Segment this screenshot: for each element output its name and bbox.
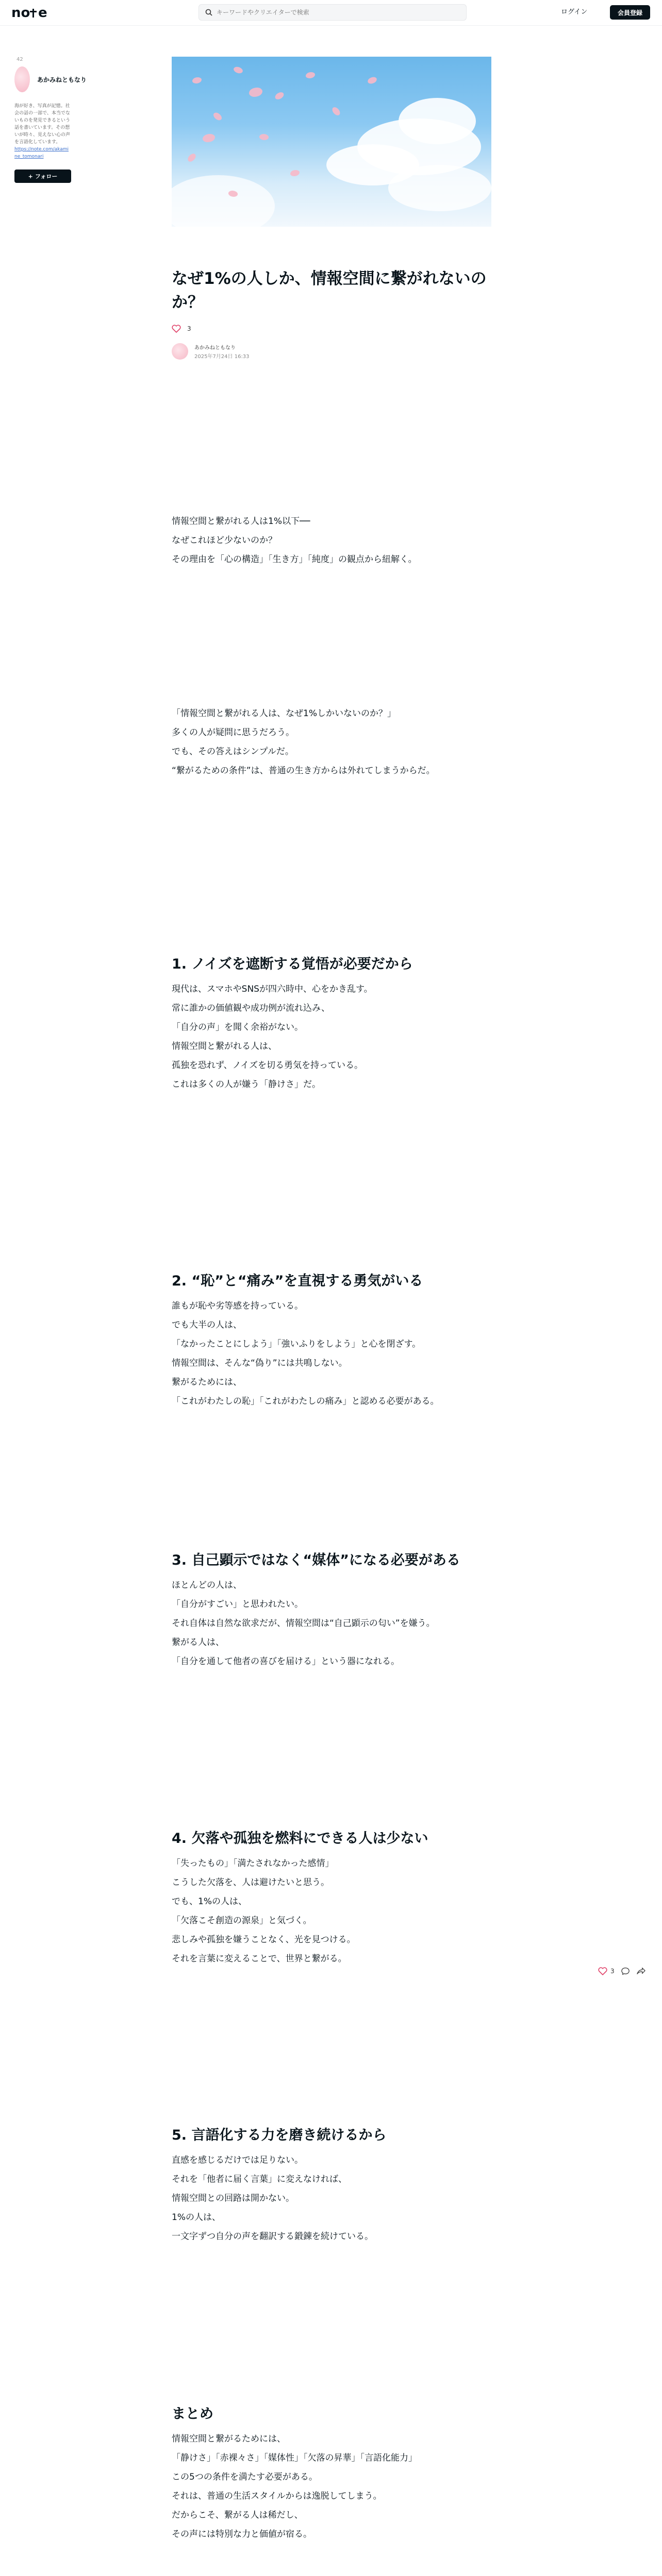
section-heading: 2. “恥”と“痛み”を直視する勇気がいる xyxy=(172,1273,423,1289)
paragraph: でも、1%の人は、 xyxy=(172,1896,247,1907)
paragraph: 情報空間と繋がるためには、 xyxy=(172,2434,286,2444)
section-summary xyxy=(172,2404,491,2544)
follow-plus-icon: + xyxy=(28,173,33,180)
paragraph: この5つの条件を満たす必要がある。 xyxy=(172,2472,318,2482)
paragraph: 「静けさ」「赤裸々さ」「媒体性」「欠落の昇華」「言語化能力」 xyxy=(172,2453,417,2463)
section-heading: 1. ノイズを遮断する覚悟が必要だから xyxy=(172,956,413,972)
paragraph: 悲しみや孤独を嫌うことなく、光を見つける。 xyxy=(172,1935,356,1945)
sidebar-author[interactable] xyxy=(14,66,87,92)
section-3 xyxy=(172,1550,491,1671)
section-heading: まとめ xyxy=(172,2406,213,2422)
heart-icon[interactable] xyxy=(172,325,181,333)
note-logo-icon xyxy=(11,6,63,20)
hero-image xyxy=(172,57,491,227)
paragraph: “繋がるための条件”は、普通の生き方からは外れてしまうからだ。 xyxy=(172,766,435,776)
sidebar-profile-link[interactable]: https://note.com/akamine_tomonari xyxy=(14,147,69,159)
site-header xyxy=(0,0,662,26)
comment-icon[interactable] xyxy=(621,1967,630,1975)
search-icon xyxy=(205,9,212,16)
paragraph: 「これがわたしの恥」「これがわたしの痛み」と認める必要がある。 xyxy=(172,1396,439,1406)
paragraph: それを「他者に届く言葉」に変えなければ、 xyxy=(172,2174,347,2184)
paragraph: 多くの人が疑問に思うだろう。 xyxy=(172,727,294,738)
paragraph: 孤独を恐れず、ノイズを切る勇気を持っている。 xyxy=(172,1060,363,1071)
paragraph: その声には特別な力と価値が宿る。 xyxy=(172,2529,312,2539)
section-5 xyxy=(172,2125,491,2246)
paragraph: それ自体は自然な欲求だが、情報空間は“自己顕示の匂い”を嫌う。 xyxy=(172,1618,435,1629)
sidebar-follow-button[interactable] xyxy=(14,170,71,183)
like-count: 3 xyxy=(187,325,191,332)
paragraph: でも、その答えはシンプルだ。 xyxy=(172,747,294,757)
paragraph: 繋がるためには、 xyxy=(172,1377,242,1387)
paragraph: 「自分がすごい」と思われたい。 xyxy=(172,1599,303,1609)
paragraph: 「自分を通して他者の喜びを届ける」という器になれる。 xyxy=(172,1656,400,1667)
author-sidebar xyxy=(14,57,87,183)
publish-date: 2025年7月24日 16:33 xyxy=(194,354,250,360)
section-1 xyxy=(172,954,491,1094)
paragraph: 情報空間との回路は開かない。 xyxy=(172,2193,294,2204)
svg-text:e: e xyxy=(38,6,47,20)
paragraph: 「欠落こそ創造の源泉」と気づく。 xyxy=(172,1916,312,1926)
paragraph: ほとんどの人は、 xyxy=(172,1580,242,1590)
paragraph: だからこそ、繋がる人は稀だし、 xyxy=(172,2510,303,2520)
intro-block-2 xyxy=(172,704,491,781)
login-link[interactable]: ログイン xyxy=(561,8,588,16)
search-box[interactable] xyxy=(198,4,467,21)
byline-author-name[interactable]: あかみねともなり xyxy=(194,345,236,351)
paragraph: 情報空間は、そんな“偽り”には共鳴しない。 xyxy=(172,1358,347,1368)
note-logo[interactable] xyxy=(11,6,63,20)
avatar[interactable] xyxy=(172,343,188,360)
sidebar-badge: 42 xyxy=(16,57,23,62)
paragraph: その理由を「心の構造」「生き方」「純度」の観点から紐解く。 xyxy=(172,554,417,565)
sidebar-bio: 海が好き、写真が記憶。社会の話の一部で、本当でないものを発見できるという話を書いています。その想いが時々、見えない心の声を言語化しています。 xyxy=(14,104,71,145)
sidebar-author-name[interactable]: あかみねともなり xyxy=(37,76,87,83)
section-4 xyxy=(172,1828,491,1969)
section-heading: 4. 欠落や孤独を燃料にできる人は少ない xyxy=(172,1831,428,1846)
paragraph: こうした欠落を、人は避けたいと思う。 xyxy=(172,1877,329,1888)
section-heading: 3. 自己顕示ではなく“媒体”になる必要がある xyxy=(172,1552,460,1568)
floating-like-count: 3 xyxy=(610,1968,615,1975)
paragraph: 1%の人は、 xyxy=(172,2212,221,2223)
paragraph: 情報空間と繋がれる人は、 xyxy=(172,1041,277,1052)
paragraph: でも大半の人は、 xyxy=(172,1320,242,1330)
paragraph: 情報空間と繋がれる人は1%以下── xyxy=(172,516,310,527)
signup-button[interactable]: 会員登録 xyxy=(610,5,650,20)
floating-actions xyxy=(598,1967,646,1975)
sidebar-follow-label: フォロー xyxy=(35,173,58,180)
search-input[interactable] xyxy=(217,9,443,16)
paragraph: 常に誰かの価値観や成功例が流れ込み、 xyxy=(172,1003,330,1013)
like-row xyxy=(172,325,491,333)
article xyxy=(172,57,491,2544)
paragraph: 「情報空間と繋がれる人は、なぜ1%しかいないのか？」 xyxy=(172,708,396,719)
intro-block xyxy=(172,512,491,569)
paragraph: なぜこれほど少ないのか？ xyxy=(172,535,277,546)
share-icon[interactable] xyxy=(636,1967,646,1975)
section-heading: 5. 言語化する力を磨き続けるから xyxy=(172,2127,387,2143)
paragraph: 直感を感じるだけでは足りない。 xyxy=(172,2155,303,2165)
avatar[interactable] xyxy=(14,66,30,92)
paragraph: 現代は、スマホやSNSが四六時中、心をかき乱す。 xyxy=(172,984,373,994)
paragraph: これは多くの人が嫌う「静けさ」だ。 xyxy=(172,1079,321,1090)
article-title: なぜ1%の人しか、情報空間に繋がれないのか？ xyxy=(172,269,487,312)
paragraph: 一文字ずつ自分の声を翻訳する鍛錬を続けている。 xyxy=(172,2231,373,2242)
paragraph: 「なかったことにしよう」「強いふりをしよう」と心を閉ざす。 xyxy=(172,1339,421,1349)
paragraph: 「失ったもの」「満たされなかった感情」 xyxy=(172,1858,334,1869)
paragraph: 繋がる人は、 xyxy=(172,1637,224,1648)
section-2 xyxy=(172,1271,491,1411)
paragraph: それを言葉に変えることで、世界と繋がる。 xyxy=(172,1954,347,1964)
paragraph: 「自分の声」を聞く余裕がない。 xyxy=(172,1022,303,1032)
paragraph: 誰もが恥や劣等感を持っている。 xyxy=(172,1301,303,1311)
paragraph: それは、普通の生活スタイルからは逸脱してしまう。 xyxy=(172,2491,382,2501)
byline[interactable] xyxy=(172,343,491,360)
svg-text:no: no xyxy=(11,6,30,20)
heart-icon[interactable] xyxy=(598,1967,607,1975)
